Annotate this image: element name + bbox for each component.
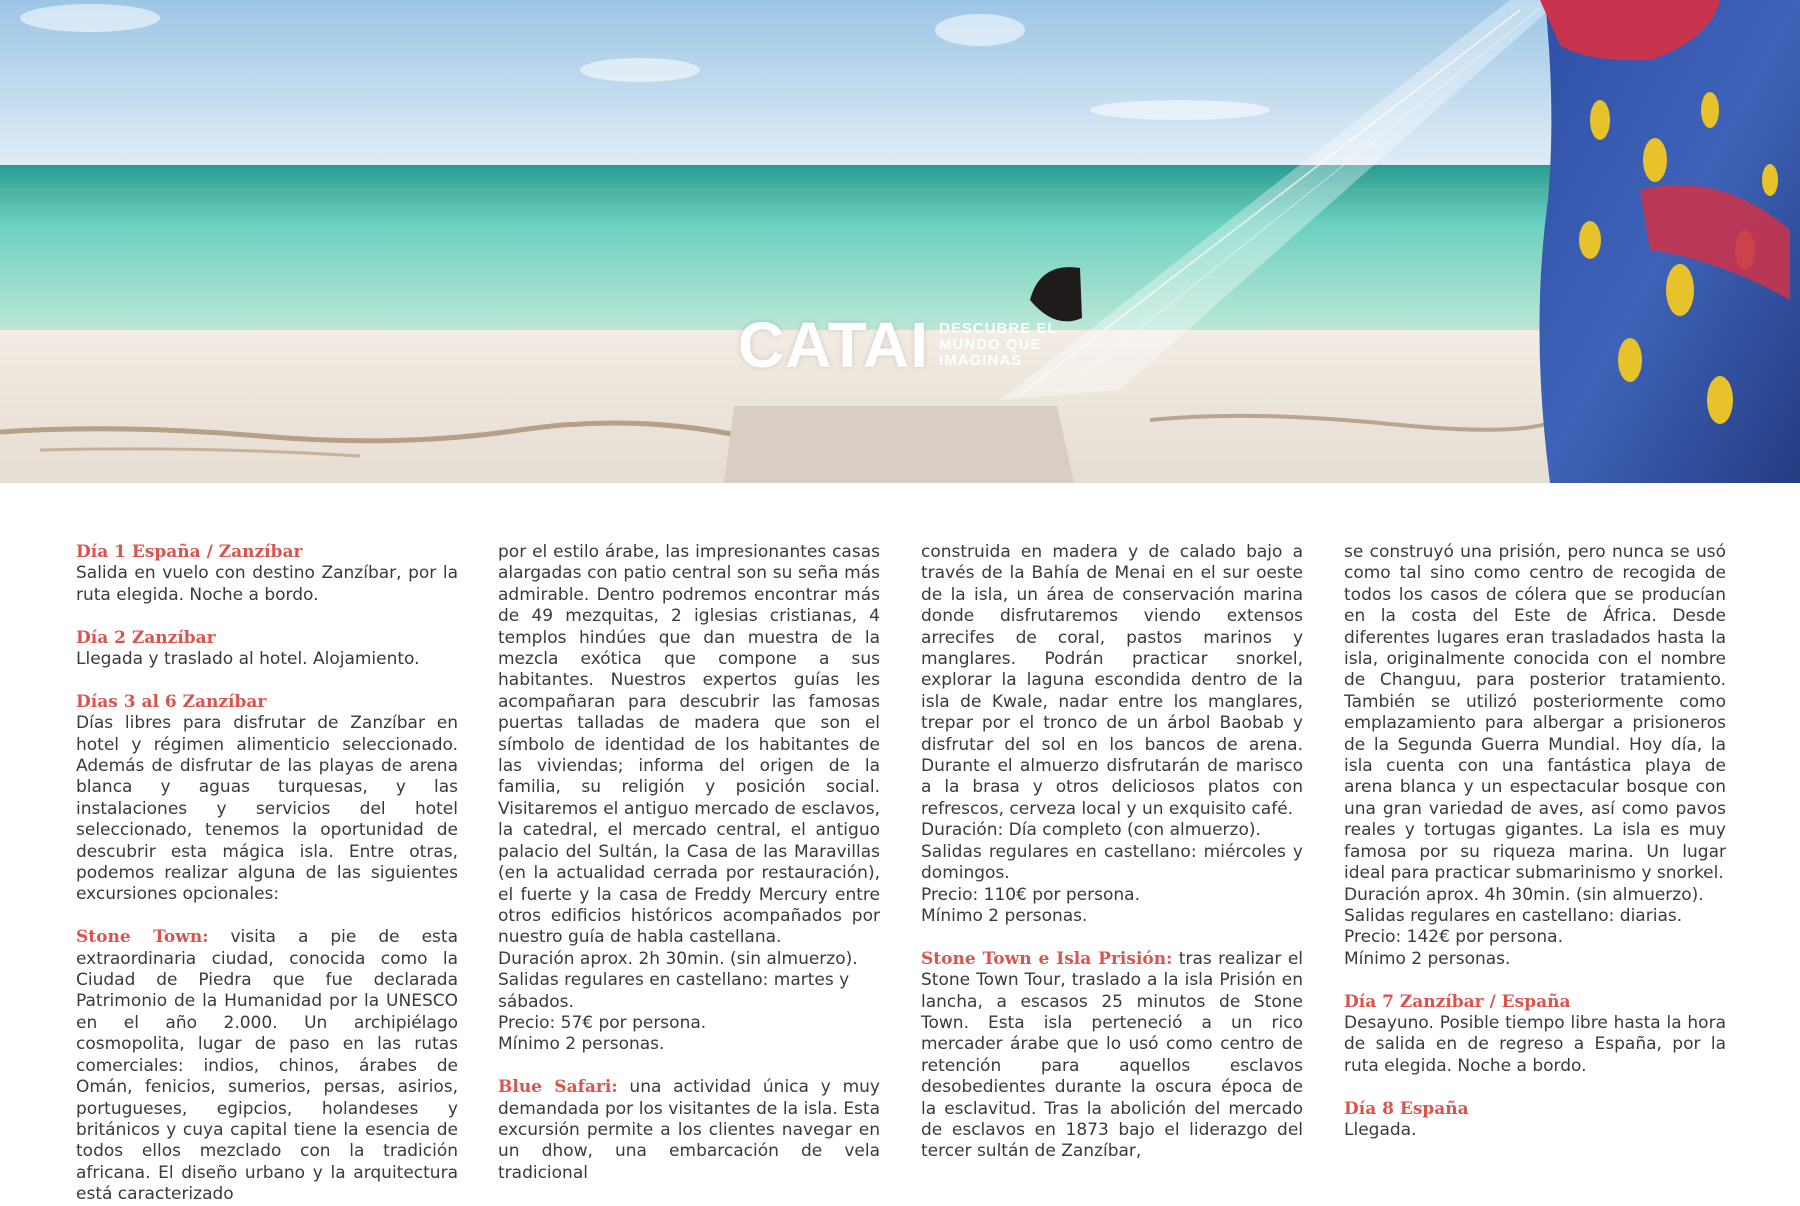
stone-town-price: Precio: 57€ por persona. — [498, 1012, 707, 1033]
stone-town-heading: Stone Town: — [76, 927, 209, 948]
prison-island-continued: se construyó una prisión, pero nunca se usó como tal sino como centro de recogida de todos los casos de cólera que se producían en la costa del Este de África. Desde diferentes lugares eran trasladados hasta la isla, originalmente conocida con el nombre de Changuu, para posterior tratamiento. También se utilizó posteriormente como emplazamiento para albergar a prisioneros de la Segunda Guerra Mundial. Hoy día, la isla cuenta con una fantástica playa de arena blanca y un espectacular bosque con una gran variedad de aves, así como pavos reales y tortugas gigantes. La isla es muy famosa por su riqueza marina. Un lugar ideal para practicar submarinismo y snorkel. — [1344, 542, 1726, 884]
blue-safari-continued: construida en madera y de calado bajo a través de la Bahía de Menai en el sur oeste de la isla, un área de conservación marina donde disfrutaremos viendo extensos arrecifes de coral, pastos marinos y manglares. Podrán practicar snorkel, explorar la laguna escondida dentro de la isla de Kwale, nadar entre los manglares, trepar por el tronco de un árbol Baobab y disfrutar del sol en los bancos de arena. Durante el almuerzo disfrutarán de marisco a la brasa y otros deliciosos platos con refrescos, cerveza local y un exquisito café. — [921, 542, 1303, 819]
prison-island-price: Precio: 142€ por persona. — [1344, 927, 1563, 948]
stone-town-minimum: Mínimo 2 personas. — [498, 1034, 665, 1055]
column-4 — [1344, 542, 1726, 1163]
day-1-section — [76, 542, 458, 606]
itinerary-columns — [76, 542, 1726, 1205]
brand-tagline — [939, 321, 1058, 369]
day-7-text: Desayuno. Posible tiempo libre hasta la hora de salida en de regreso a España, por la ruta elegida. Noche a bordo. — [1344, 1012, 1726, 1076]
brand-tagline-line: MUNDO QUE — [939, 336, 1042, 353]
blue-safari-section — [498, 1077, 880, 1184]
brand-tagline-line: DESCUBRE EL — [939, 320, 1058, 337]
stone-town-continued: por el estilo árabe, las impresionantes casas alargadas con patio central son su seña más admirable. Dentro podremos encontrar más de 49 mezquitas, 2 iglesias cristianas, 4 templos hindúes que dan muestra de la mezcla exótica que compone a sus habitantes. Nuestros expertos guías les acompañaran para descubrir las famosas puertas talladas de madera que son el símbolo de identidad de los habitantes de las viviendas; informa del origen de la familia, su religión y posición social. Visitaremos el antiguo mercado de esclavos, la catedral, el mercado central, el antiguo palacio del Sultán, la Casa de las Maravillas (en la actualidad cerrada por restauración), el fuerte y la casa de Freddy Mercury entre otros edificios históricos acompañados por nuestro guía de habla castellana. — [498, 542, 880, 948]
blue-safari-text: una actividad única y muy demandada por los visitantes de la isla. Esta excursión permite a los clientes navegar en un dhow, una embarcación de vela tradicional — [498, 1077, 880, 1183]
column-2 — [498, 542, 880, 1184]
days-3-6-section — [76, 692, 458, 906]
prison-island-text: tras realizar el Stone Town Tour, traslado a la isla Prisión en lancha, a escasos 25 minutos de Stone Town. Esta isla perteneció a un rico mercader árabe que lo usó como centro de retención para aquellos esclavos desobedientes durante la oscura época de la esclavitud. Tras la abolición del mercado de esclavos en 1873 bajo el liderazgo del tercer sultán de Zanzíbar, — [921, 948, 1303, 1162]
column-3 — [921, 542, 1303, 1163]
days-3-6-text: Días libres para disfrutar de Zanzíbar en hotel y régimen alimenticio seleccionado. Además de disfrutar de las playas de arena blanca y aguas turquesas, y las instalaciones y servicios del hotel seleccionado, tenemos la oportunidad de descubrir esta mágica isla. Entre otras, podemos realizar alguna de las siguientes excursiones opcionales: — [76, 713, 458, 905]
stone-town-duration: Duración aprox. 2h 30min. (sin almuerzo). — [498, 948, 858, 969]
day-8-section — [1344, 1099, 1726, 1142]
day-2-heading: Día 2 Zanzíbar — [76, 627, 216, 648]
blue-safari-price: Precio: 110€ por persona. — [921, 884, 1140, 905]
day-8-heading: Día 8 España — [1344, 1098, 1469, 1119]
prison-island-departures: Salidas regulares en castellano: diarias. — [1344, 905, 1683, 926]
blue-safari-heading: Blue Safari: — [498, 1077, 618, 1098]
stone-town-section — [76, 927, 458, 1205]
catai-logo — [738, 308, 1058, 382]
blue-safari-departures: Salidas regulares en castellano: miércoles y domingos. — [921, 841, 1303, 884]
blue-safari-duration: Duración: Día completo (con almuerzo). — [921, 820, 1261, 841]
day-1-text: Salida en vuelo con destino Zanzíbar, por la ruta elegida. Noche a bordo. — [76, 563, 458, 605]
day-1-heading: Día 1 España / Zanzíbar — [76, 542, 303, 562]
days-3-6-heading: Días 3 al 6 Zanzíbar — [76, 691, 267, 712]
beach-scene-illustration — [0, 0, 1800, 483]
prison-island-minimum: Mínimo 2 personas. — [1344, 948, 1511, 969]
stone-town-text: visita a pie de esta extraordinaria ciudad, conocida como la Ciudad de Piedra que fue declarada Patrimonio de la Humanidad por la UNESCO en el año 2.000. Un archipiélago cosmopolita, lugar de paso en las rutas comerciales: indios, chinos, árabes de Omán, fenicios, sumerios, persas, asirios, portugueses, egipcios, holandeses y británicos y cuya capital tiene la esencia de todos ellos mezclado con la tradición africana. El diseño urbano y la arquitectura está caracterizado — [76, 927, 458, 1205]
prison-island-section — [921, 949, 1303, 1163]
hero-beach-photo — [0, 0, 1800, 483]
stone-town-departures: Salidas regulares en castellano: martes y sábados. — [498, 970, 850, 1012]
brand-tagline-line: IMAGINAS — [939, 352, 1023, 369]
column-1 — [76, 542, 458, 1206]
brand-name: CATAI — [738, 309, 930, 381]
blue-safari-minimum: Mínimo 2 personas. — [921, 905, 1088, 926]
day-2-text: Llegada y traslado al hotel. Alojamiento. — [76, 649, 420, 670]
day-7-heading: Día 7 Zanzíbar / España — [1344, 991, 1571, 1012]
prison-island-heading: Stone Town e Isla Prisión: — [921, 948, 1173, 969]
prison-island-duration: Duración aprox. 4h 30min. (sin almuerzo). — [1344, 884, 1704, 905]
day-8-text: Llegada. — [1344, 1119, 1417, 1140]
day-2-section — [76, 628, 458, 671]
day-7-section — [1344, 992, 1726, 1078]
